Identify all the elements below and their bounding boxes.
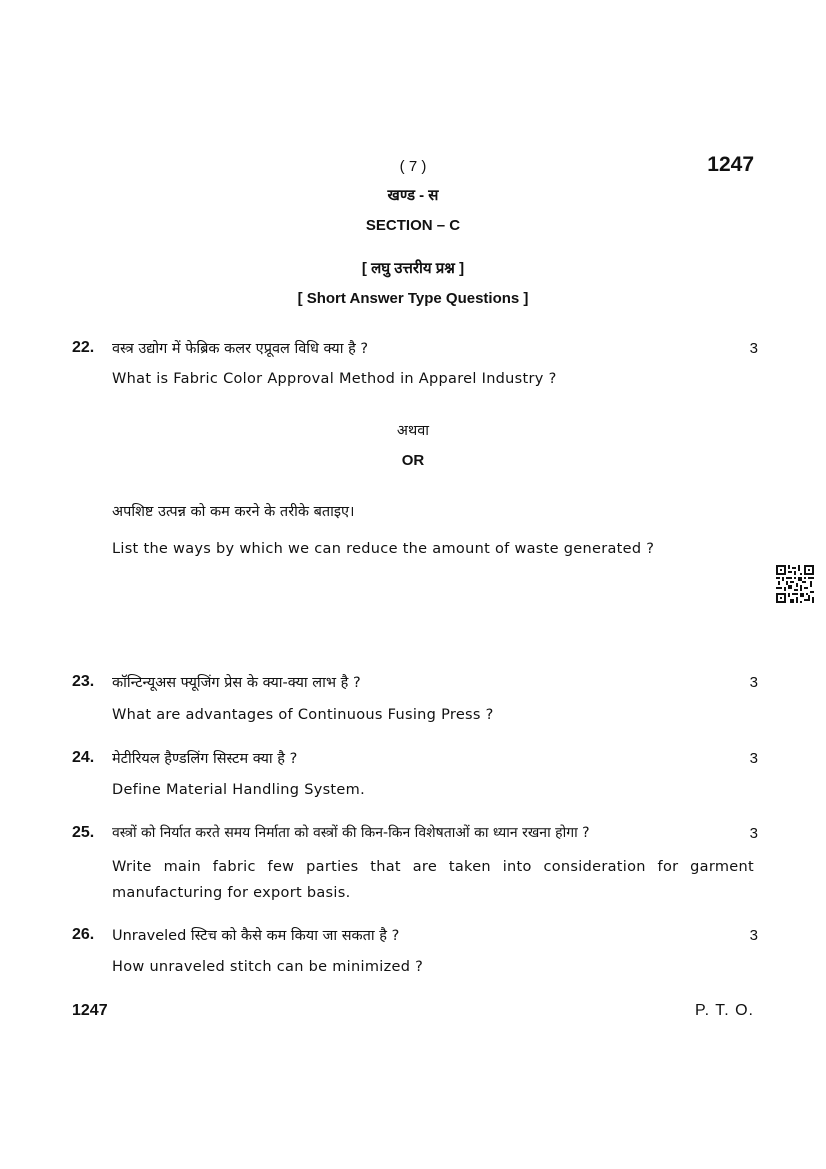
question-marks: 3 — [749, 825, 758, 842]
paper-code-header: 1247 — [707, 153, 754, 176]
question-marks: 3 — [749, 340, 758, 357]
section-title-english: SECTION – C — [365, 217, 461, 234]
question-hindi: Unraveled स्टिच को कैसे कम किया जा सकता है ? — [112, 928, 400, 944]
question-number: 26. — [72, 926, 95, 943]
or-hindi: अथवा — [396, 423, 430, 439]
alternative-question-english: List the ways by which we can reduce the amount of waste generated ? — [112, 541, 655, 557]
question-number: 22. — [72, 339, 95, 356]
question-number: 23. — [72, 673, 95, 690]
question-english: What are advantages of Continuous Fusing Press ? — [112, 707, 494, 723]
question-marks: 3 — [749, 927, 758, 944]
question-english: How unraveled stitch can be minimized ? — [112, 959, 424, 975]
question-hindi: मेटीरियल हैण्डलिंग सिस्टम क्या है ? — [112, 751, 298, 767]
pto-label: P. T. O. — [695, 1002, 754, 1019]
question-number: 25. — [72, 824, 95, 841]
question-hindi: कॉन्टिन्यूअस फ्यूजिंग प्रेस के क्या-क्या लाभ है ? — [112, 675, 361, 691]
question-english: Write main fabric few parties that are taken into consideration for garment manufacturing for export basis. — [112, 859, 754, 901]
alternative-question-hindi: अपशिष्ट उत्पन्न को कम करने के तरीके बताइए। — [112, 504, 355, 520]
section-type-hindi: [ लघु उत्तरीय प्रश्न ] — [361, 260, 465, 277]
page-number: ( 7 ) — [399, 158, 427, 175]
or-english: OR — [401, 452, 425, 469]
question-marks: 3 — [749, 750, 758, 767]
question-number: 24. — [72, 749, 95, 766]
question-english: Define Material Handling System. — [112, 782, 365, 798]
qr-code-icon — [776, 565, 814, 603]
section-type-english: [ Short Answer Type Questions ] — [297, 290, 529, 307]
paper-code-footer: 1247 — [72, 1002, 108, 1019]
question-hindi: वस्त्रों को निर्यात करते समय निर्माता को वस्त्रों की किन-किन विशेषताओं का ध्यान रखना होगा ? — [112, 825, 590, 841]
question-english: What is Fabric Color Approval Method in Apparel Industry ? — [112, 371, 557, 387]
question-hindi: वस्त्र उद्योग में फेब्रिक कलर एप्रूवल विधि क्या है ? — [112, 341, 369, 357]
section-title-hindi: खण्ड - स — [387, 187, 439, 204]
question-marks: 3 — [749, 674, 758, 691]
